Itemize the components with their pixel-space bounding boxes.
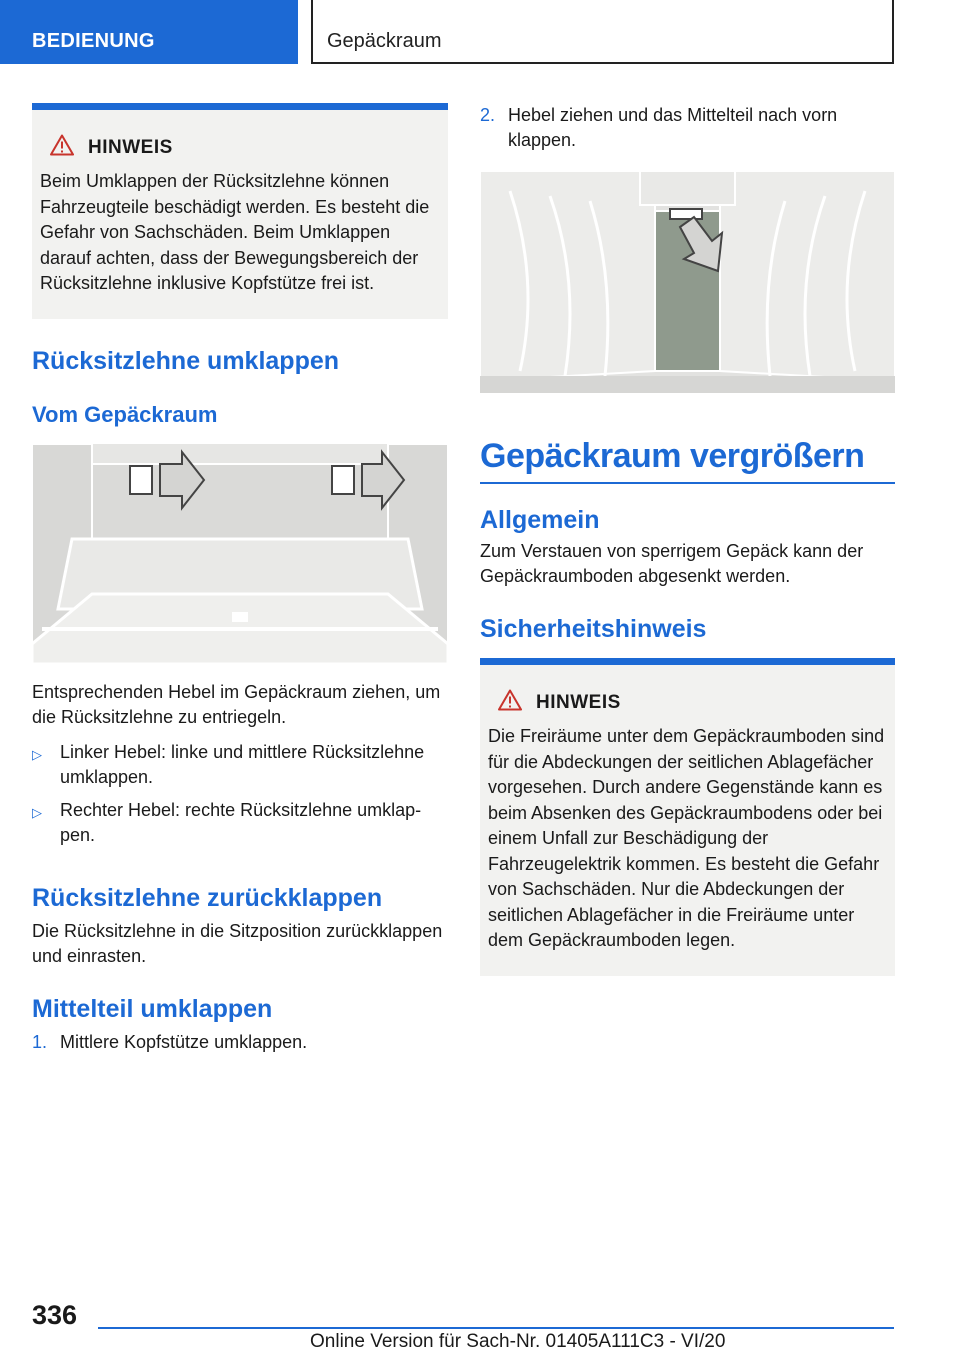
list-item	[32, 798, 448, 848]
chapter-label: BEDIENUNG	[32, 30, 155, 52]
fold-back-text: Die Rücksitzlehne in die Sitzposition zurückklappen und einrasten.	[32, 920, 443, 966]
list-item-text: Rechter Hebel: rechte Rücksitzlehne umklappen.	[60, 799, 422, 845]
subheading-from-trunk: Vom Gepäckraum	[32, 401, 218, 427]
trunk-illustration	[32, 444, 448, 664]
notice-title: HINWEIS	[88, 136, 173, 158]
step-text: Mittlere Kopfstütze umklappen.	[60, 1031, 308, 1052]
warning-triangle-icon	[498, 689, 522, 716]
notice-box	[32, 103, 448, 319]
step-text: Hebel ziehen und das Mittelteil nach vorn klappen.	[508, 105, 838, 150]
step-number: 1.	[32, 1031, 48, 1052]
heading-fold-back: Rücksitzlehne zurückklappen	[32, 883, 383, 912]
step-item	[32, 1030, 448, 1055]
footer-edition: Online Version für Sach-Nr. 01405A111C3 - VI/20	[310, 1331, 726, 1352]
heading-fold-seat: Rücksitzlehne umklappen	[32, 346, 340, 375]
warning-triangle-icon	[50, 134, 74, 161]
notice-text: Beim Umklappen der Rücksitzlehne können Fahrzeugteile beschädigt werden. Es besteht die Gefahr von Sachschäden. Beim Umklappen darauf achten, dass der Bewegungsbereich der Rücksitzlehne inklusive Kopfstütze frei ist.	[40, 171, 430, 293]
notice-text: Die Freiräume unter dem Gepäckraumboden sind für die Abdeckungen der seitlichen Ablagefächer vorgesehen. Durch andere Gegenstände kann es beim Absenken des Gepäckraumbodens oder bei einem Unfall zur Beschädigung der Fahrzeugelektrik kommen. Es besteht die Gefahr von Sachschäden. Nur die Abdeckungen der seitlichen Ablagefächer in die Freiräume unter dem Gepäckraumboden legen.	[488, 726, 885, 950]
list-item	[32, 740, 448, 790]
triangle-right-icon: ▷	[32, 804, 42, 820]
right-column	[480, 103, 895, 976]
intro-text: Entsprechenden Hebel im Gepäckraum ziehen, um die Rücksitzlehne zu entriegeln.	[32, 681, 441, 727]
notice-title: HINWEIS	[536, 691, 621, 713]
heading-safety: Sicherheitshinweis	[480, 615, 707, 643]
chapter-tab[interactable]	[0, 0, 298, 64]
footer-rule	[98, 1327, 894, 1329]
general-text: Zum Verstauen von sperrigem Gepäck kann der Gepäckraumboden abgesenkt werden.	[480, 541, 864, 586]
topic-label: Gepäckraum	[327, 30, 442, 52]
topic-box	[311, 0, 894, 64]
rear-seat-illustration	[480, 171, 895, 393]
list-item-text: Linker Hebel: linke und mittlere Rücksitzlehne umklappen.	[60, 741, 425, 787]
triangle-right-icon: ▷	[32, 746, 42, 762]
heading-center-section: Mittelteil umklappen	[32, 994, 273, 1023]
left-column	[32, 103, 448, 1055]
heading-general: Allgemein	[480, 506, 600, 534]
page-number: 336	[32, 1300, 78, 1330]
heading-enlarge-trunk: Gepäckraum vergrößern	[480, 437, 895, 484]
step-item	[480, 103, 895, 153]
notice-box	[480, 658, 895, 976]
step-number: 2.	[480, 105, 496, 125]
